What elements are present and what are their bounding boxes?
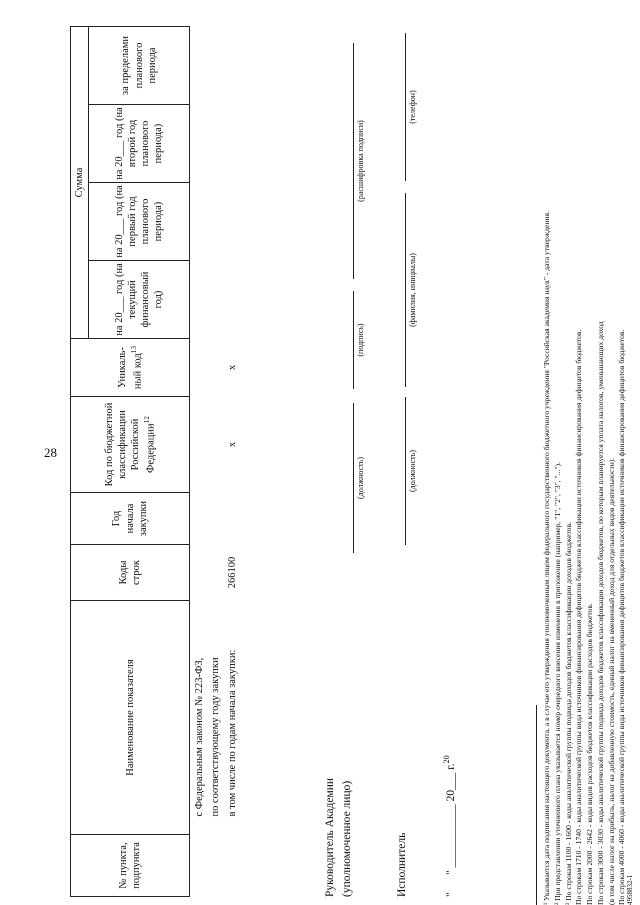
footnote-3d: По строкам 3000 - 3030 - коды аналитической группы подвида доходов бюджетов классификации доходов бюджетов, по которым планируется уплата налогов, уменьшающих доход xyxy=(595,321,605,905)
exec-phone-line xyxy=(405,33,406,181)
head-title: Руководитель Академии xyxy=(324,777,336,897)
date-line xyxy=(442,755,457,897)
indicator-line-2: по соответствующему году закупки xyxy=(210,657,222,817)
header-budget-code xyxy=(71,397,190,493)
indicator-line-3: в том числе по годам начала закупки: xyxy=(226,649,238,817)
signature-caption: (подпись) xyxy=(356,323,365,357)
footnote-3: ³ По строкам 1100 - 1600 - коды аналитической группы подвида доходов бюджетов классификации доходов бюджетов. xyxy=(563,522,573,905)
cell-unique-code: x xyxy=(226,364,238,371)
cell-budget-code: x xyxy=(226,441,238,448)
footnote-3c: По строкам 2000 - 2642 - коды видов расходов бюджетов классификации расходов бюджетов. xyxy=(585,603,595,905)
exec-name-line xyxy=(405,193,406,387)
document-code: 4958832-1 xyxy=(626,874,634,905)
position-line xyxy=(353,403,354,553)
cell-sum-second xyxy=(190,105,243,183)
plan-table xyxy=(70,26,243,897)
cell-sum-current xyxy=(190,261,243,339)
signature-line xyxy=(353,291,354,389)
footnote-mark-20: 20 xyxy=(442,755,451,764)
decoding-line xyxy=(353,43,354,279)
header-sum-first-plan-year: на 20___ год (на первый год планового периода) xyxy=(89,183,190,261)
header-indicator-name: Наименование показателя xyxy=(71,601,190,835)
header-sum-beyond-plan: за пределами планового периода xyxy=(89,26,190,104)
footnote-3b: По строкам 1710 - 1740 - коды аналитической группы вида источников финансирования дефицитов бюджетов классификации источников финансирования дефицитов бюджетов. xyxy=(574,329,584,905)
header-unique-code xyxy=(71,339,190,397)
exec-name-caption: (фамилия, инициалы) xyxy=(408,253,417,327)
cell-row-code: 266100 xyxy=(226,556,238,589)
exec-position-line xyxy=(405,397,406,545)
footnote-3e: (в том числе налог на прибыль, налог на добавленную стоимость, единый налог на вмененный доход для отдельных видов деятельности). xyxy=(606,457,616,905)
date-text: " " ___________ 20___ г. xyxy=(444,763,457,897)
footnote-mark-12: 12 xyxy=(141,416,151,424)
cell-item-number xyxy=(190,835,243,897)
page-number: 28 xyxy=(44,445,57,460)
header-unique-code-text: Уникаль-ный код xyxy=(116,347,144,390)
table-row xyxy=(190,26,243,896)
footnotes xyxy=(542,0,628,905)
footnote-separator xyxy=(536,705,537,905)
exec-position-caption: (должность) xyxy=(408,450,417,492)
cell-sum-beyond xyxy=(190,26,243,104)
decoding-caption: (расшифровка подписи) xyxy=(356,120,365,202)
header-item-number: № пункта, подпункта xyxy=(71,835,190,897)
cell-purchase-year xyxy=(190,493,243,545)
position-caption: (должность) xyxy=(356,457,365,499)
cell-indicator-name xyxy=(190,601,243,835)
header-purchase-year: Год начала закупки xyxy=(71,493,190,545)
indicator-line-1: с Федеральным законом № 223-ФЗ, xyxy=(194,657,206,817)
exec-phone-caption: (телефон) xyxy=(408,90,417,124)
header-sum: Сумма xyxy=(71,26,89,338)
cell-sum-first xyxy=(190,183,243,261)
head-title-sub: (уполномоченное лицо) xyxy=(341,780,353,897)
header-row-1 xyxy=(71,26,89,896)
footnote-mark-13: 13 xyxy=(128,345,138,354)
header-sum-current-year: на 20___ год (на текущий финансовый год) xyxy=(89,261,190,339)
header-row-codes: Коды строк xyxy=(71,545,190,601)
footnote-1: ¹ Указывается дата подписания настоящего документа, а в случае его утверждения уполномоченным лицом федерального государственного бюджетного учреждения "Российская академия наук" - дата утверждения. xyxy=(542,211,551,905)
executor-title: Исполнитель xyxy=(396,832,408,897)
header-sum-second-plan-year: на 20___ год (на второй год планового периода) xyxy=(89,105,190,183)
rotated-landscape-page xyxy=(70,0,640,905)
footnote-2: ² При представлении уточненного плана указывается номер очередного внесения изменения в приложение (например, "1", "2", "3", "..."). xyxy=(552,462,562,905)
footnote-3f: По строкам 4000 - 4060 - коды аналитической группы вида источников финансирования дефицитов бюджетов классификации источников финансирования дефицитов бюджетов. xyxy=(617,329,627,905)
header-budget-code-text: Код по бюджетной классификации Российской Федерации xyxy=(103,402,157,487)
